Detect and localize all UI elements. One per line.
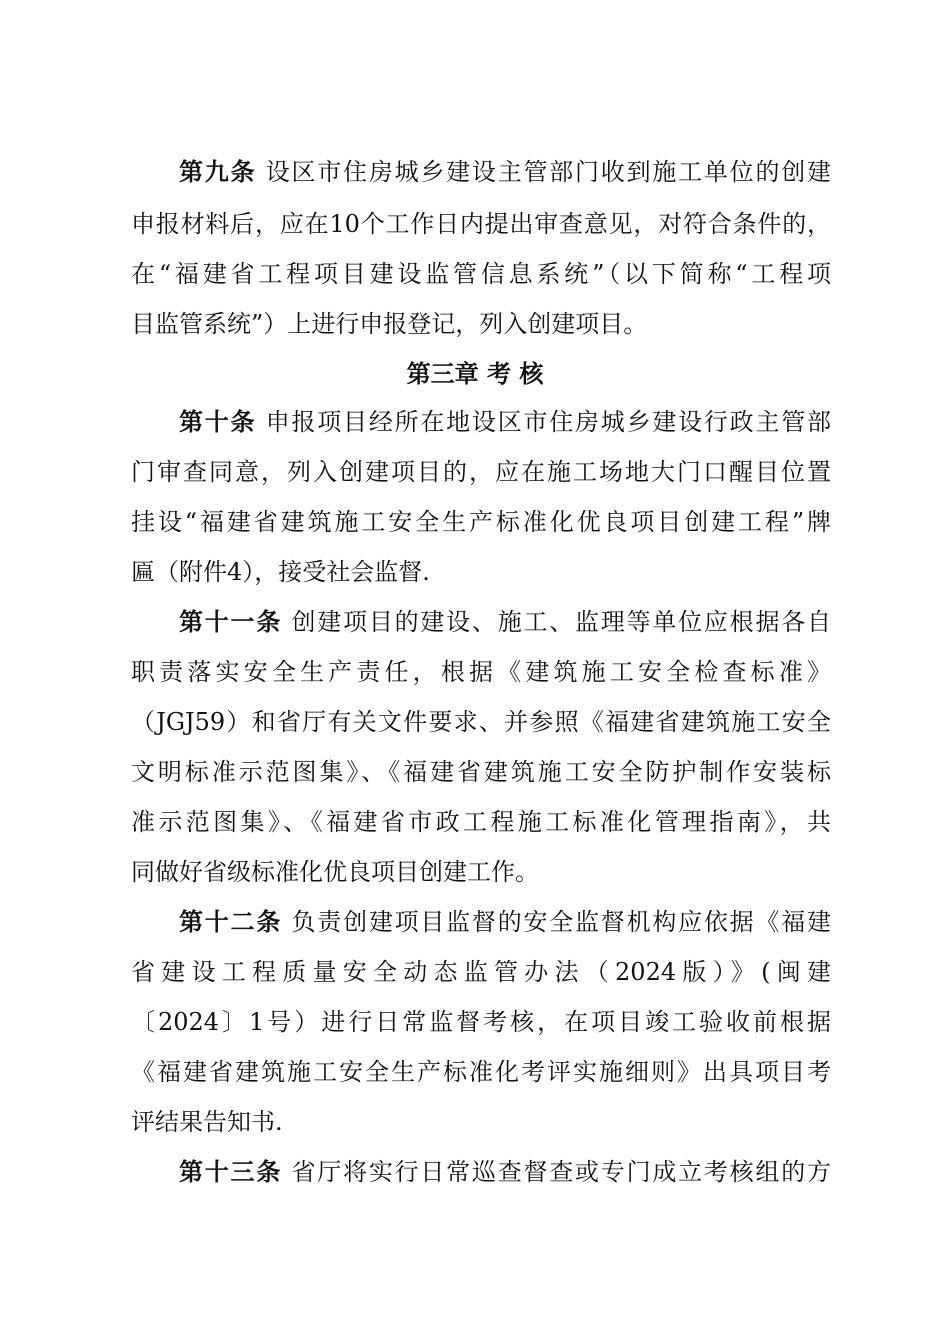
- chapter-title: 第三章 考 核: [406, 359, 544, 388]
- article-11-line-6: 同做好省级标准化优良项目创建工作。: [131, 858, 539, 886]
- article-11-line-1: [179, 602, 831, 642]
- article-text: 省厅将实行日常巡查督查或专门成立考核组的方: [291, 1158, 832, 1186]
- article-12-line-1: [179, 902, 831, 942]
- article-11-line-3: （JGJ59）和省厅有关文件要求、并参照《福建省建筑施工安全: [131, 708, 831, 736]
- article-10-line-3: 挂设“福建省建筑施工安全生产标准化优良项目创建工程”牌: [131, 508, 831, 536]
- article-heading: 第十条: [179, 407, 257, 436]
- article-10-line-1: [179, 402, 831, 442]
- article-heading: 第十三条: [179, 1157, 283, 1186]
- article-12-line-3: 〔2024〕1号）进行日常监督考核，在项目竣工验收前根据: [131, 1008, 831, 1036]
- article-9-line-1: [179, 152, 831, 192]
- article-text: 设区市住房城乡建设主管部门收到施工单位的创建: [265, 158, 831, 186]
- article-text: 创建项目的建设、施工、监理等单位应根据各自: [291, 608, 832, 636]
- article-text: 负责创建项目监督的安全监督机构应依据《福建: [291, 908, 832, 936]
- article-11-line-2: 职责落实安全生产责任，根据《建筑施工安全检查标准》: [131, 658, 831, 686]
- article-heading: 第十一条: [179, 607, 283, 636]
- article-11-line-5: 准示范图集》、《福建省市政工程施工标准化管理指南》，共: [131, 808, 831, 836]
- article-9-line-2: 申报材料后，应在10个工作日内提出审查意见，对符合条件的，: [131, 210, 831, 238]
- article-13-line-1: [179, 1152, 831, 1192]
- article-text: 申报项目经所在地设区市住房城乡建设行政主管部: [265, 408, 831, 436]
- article-9-line-4: 目监管系统”）上进行申报登记，列入创建项目。: [131, 310, 648, 338]
- article-12-line-5: 评结果告知书.: [131, 1108, 283, 1136]
- article-11-line-4: 文明标准示范图集》、《福建省建筑施工安全防护制作安装标: [131, 758, 831, 786]
- article-10-line-2: 门审查同意，列入创建项目的，应在施工场地大门口醒目位置: [131, 458, 831, 486]
- article-12-line-4: 《福建省建筑施工安全生产标准化考评实施细则》出具项目考: [131, 1058, 831, 1086]
- article-heading: 第九条: [179, 157, 257, 186]
- article-10-line-4: 匾（附件4），接受社会监督.: [131, 558, 430, 586]
- article-9-line-3: 在“福建省工程项目建设监管信息系统”（以下简称“工程项: [131, 260, 831, 288]
- article-heading: 第十二条: [179, 907, 283, 936]
- article-12-line-2: 省建设工程质量安全动态监管办法（2024版）》(闽建: [131, 958, 831, 986]
